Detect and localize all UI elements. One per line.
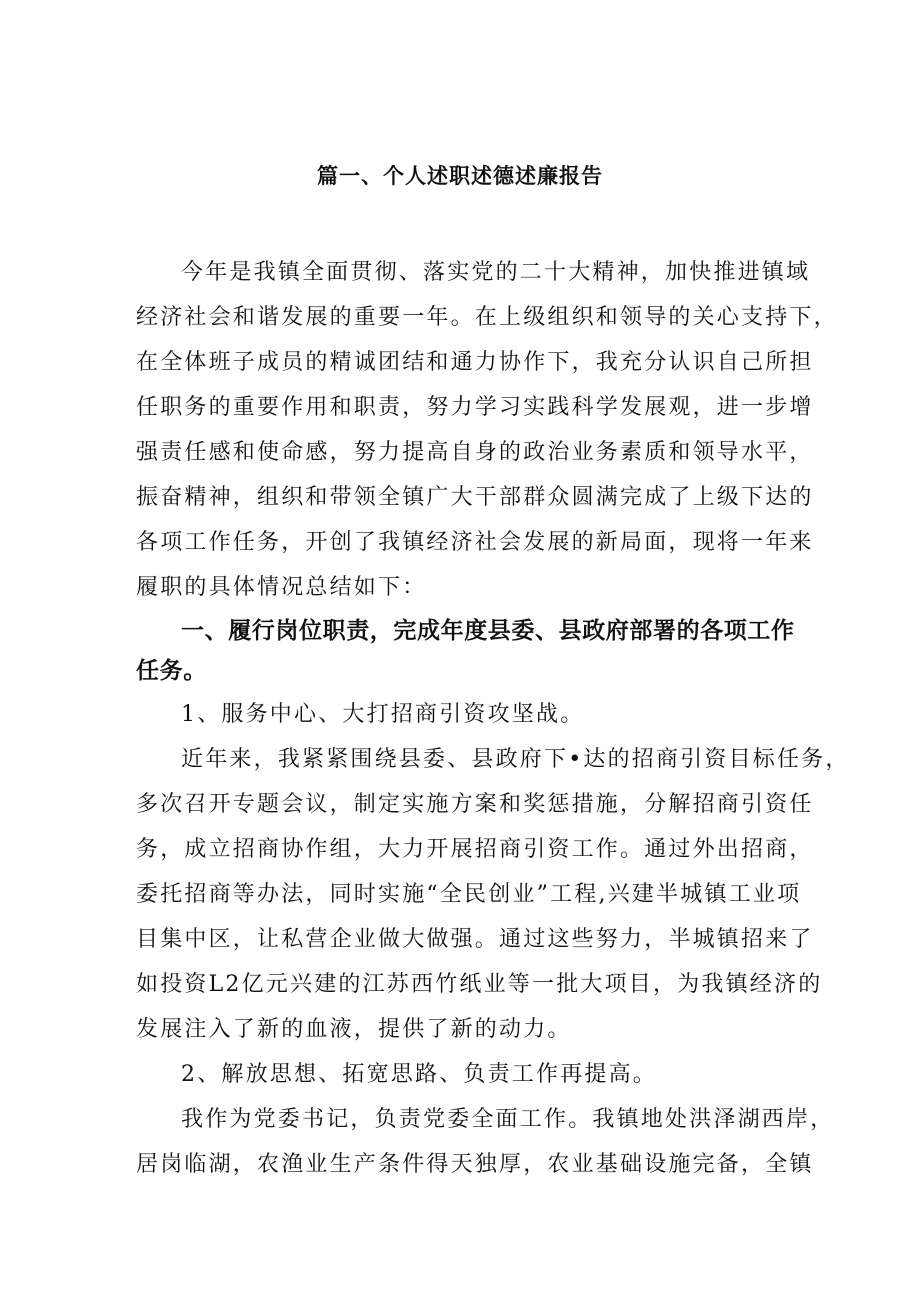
intro-line-6: 振奋精神，组织和带领全镇广大干部群众圆满完成了上级下达的 — [136, 485, 814, 510]
section-heading-line-2: 任务。 — [136, 658, 207, 684]
item2-title: 2、解放思想、拓宽思路、负责工作再提高。 — [181, 1062, 657, 1087]
intro-line-8: 履职的具体情况总结如下： — [136, 575, 427, 600]
section-heading-line-1: 一、履行岗位职责，完成年度县委、县政府部署的各项工作 — [181, 618, 795, 644]
intro-line-1: 今年是我镇全面贯彻、落实党的二十大精神，加快推进镇域 — [181, 260, 811, 285]
intro-line-7: 各项工作任务，开创了我镇经济社会发展的新局面，现将一年来 — [136, 530, 814, 555]
document-title: 篇一、个人述职述德述廉报告 — [317, 163, 603, 188]
intro-line-4: 任职务的重要作用和职责，努力学习实践科学发展观，进一步增 — [136, 395, 814, 420]
item2-body-line-1: 我作为党委书记，负责党委全面工作。我镇地处洪泽湖西岸， — [181, 1107, 835, 1132]
item1-body-line-2: 多次召开专题会议，制定实施方案和奖惩措施，分解招商引资任 — [136, 792, 814, 817]
item1-body-line-6: 如投资L2亿元兴建的江苏西竹纸业等一批大项目，为我镇经济的 — [136, 972, 823, 997]
item1-body-line-3: 务，成立招商协作组，大力开展招商引资工作。通过外出招商， — [136, 837, 814, 862]
item1-body-line-7: 发展注入了新的血液，提供了新的动力。 — [136, 1017, 572, 1042]
intro-line-3: 在全体班子成员的精诚团结和通力协作下，我充分认识自己所担 — [136, 350, 814, 375]
item1-body-line-4: 委托招商等办法，同时实施“全民创业”工程,兴建半城镇工业项 — [136, 882, 802, 907]
item1-body-line-5: 目集中区，让私营企业做大做强。通过这些努力，半城镇招来了 — [136, 927, 814, 952]
intro-line-2: 经济社会和谐发展的重要一年。在上级组织和领导的关心支持下， — [136, 305, 838, 330]
item1-title: 1、服务中心、大打招商引资攻坚战。 — [181, 702, 585, 727]
intro-line-5: 强责任感和使命感，努力提高自身的政治业务素质和领导水平， — [136, 440, 814, 465]
item1-body-line-1: 近年来，我紧紧围绕县委、县政府下•达的招商引资目标任务， — [181, 747, 850, 772]
item2-body-line-2: 居岗临湖，农渔业生产条件得天独厚，农业基础设施完备，全镇 — [136, 1152, 814, 1177]
